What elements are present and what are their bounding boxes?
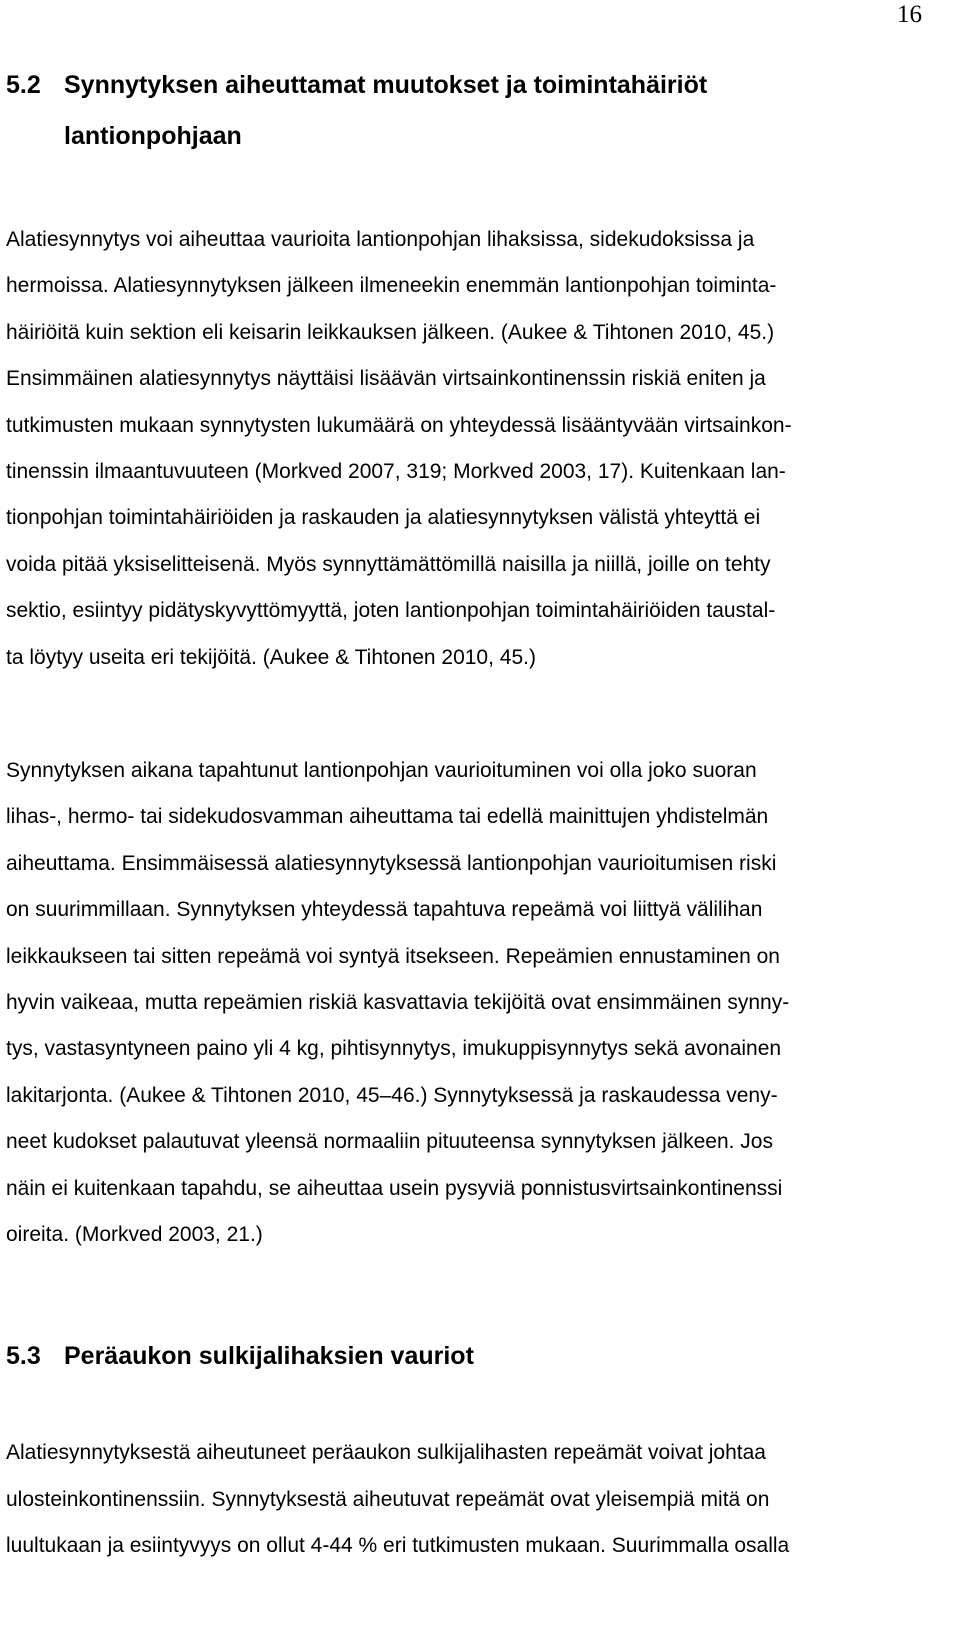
text-line: luultukaan ja esiintyvyys on ollut 4-44 % eri tutkimusten mukaan. Suurimmalla osalla	[6, 1534, 790, 1557]
text-line: voida pitää yksiselitteisenä. Myös synnyttämättömillä naisilla ja niillä, joille on tehty	[6, 553, 771, 576]
section-5-2-title-line2: lantionpohjaan	[64, 122, 242, 150]
section-5-3-title: Peräaukon sulkijalihaksien vauriot	[64, 1342, 474, 1370]
text-line: leikkaukseen tai sitten repeämä voi syntyä itsekseen. Repeämien ennustaminen on	[6, 945, 780, 968]
text-line: lakitarjonta. (Aukee & Tihtonen 2010, 45–46.) Synnytyksessä ja raskaudessa veny-	[6, 1084, 778, 1107]
page-number: 16	[897, 1, 922, 28]
text-line: ta löytyy useita eri tekijöitä. (Aukee & Tihtonen 2010, 45.)	[6, 646, 536, 669]
text-line: neet kudokset palautuvat yleensä normaaliin pituuteensa synnytyksen jälkeen. Jos	[6, 1130, 773, 1153]
text-line: hermoissa. Alatiesynnytyksen jälkeen ilmeneekin enemmän lantionpohjan toiminta-	[6, 274, 777, 297]
text-line: Alatiesynnytys voi aiheuttaa vaurioita lantionpohjan lihaksissa, sidekudoksissa ja	[6, 228, 755, 251]
text-line: lihas-, hermo- tai sidekudosvamman aiheuttama tai edellä mainittujen yhdistelmän	[6, 805, 769, 828]
section-5-2-title-line1: Synnytyksen aiheuttamat muutokset ja toimintahäiriöt	[64, 71, 708, 99]
text-line: aiheuttama. Ensimmäisessä alatiesynnytyksessä lantionpohjan vaurioitumisen riski	[6, 852, 777, 875]
text-line: tutkimusten mukaan synnytysten lukumäärä on yhteydessä lisääntyvään virtsainkon-	[6, 414, 792, 437]
text-line: ulosteinkontinenssiin. Synnytyksestä aiheutuvat repeämät ovat yleisempiä mitä on	[6, 1488, 770, 1511]
section-5-3-heading	[6, 1333, 474, 1379]
text-line: häiriöitä kuin sektion eli keisarin leikkauksen jälkeen. (Aukee & Tihtonen 2010, 45.)	[6, 321, 775, 344]
text-line: tionpohjan toimintahäiriöiden ja raskauden ja alatiesynnytyksen välistä yhteyttä ei	[6, 506, 761, 529]
text-line: sektio, esiintyy pidätyskyvyttömyyttä, joten lantionpohjan toimintahäiriöiden taustal-	[6, 599, 776, 622]
text-line: on suurimmillaan. Synnytyksen yhteydessä tapahtuva repeämä voi liittyä välilihan	[6, 898, 763, 921]
text-line: tinenssin ilmaantuvuuteen (Morkved 2007, 319; Morkved 2003, 17). Kuitenkaan lan-	[6, 460, 786, 483]
text-line: tys, vastasyntyneen paino yli 4 kg, pihtisynnytys, imukuppisynnytys sekä avonainen	[6, 1037, 782, 1060]
text-line: Synnytyksen aikana tapahtunut lantionpohjan vaurioituminen voi olla joko suoran	[6, 759, 757, 782]
text-line: näin ei kuitenkaan tapahdu, se aiheuttaa usein pysyviä ponnistusvirtsainkontinenssi	[6, 1177, 783, 1200]
section-5-2-number: 5.2	[6, 71, 41, 99]
text-line: oireita. (Morkved 2003, 21.)	[6, 1223, 263, 1246]
section-5-3-number: 5.3	[6, 1342, 41, 1370]
section-5-2-heading	[6, 62, 906, 108]
text-line: Alatiesynnytyksestä aiheutuneet peräaukon sulkijalihasten repeämät voivat johtaa	[6, 1441, 766, 1464]
text-line: Ensimmäinen alatiesynnytys näyttäisi lisäävän virtsainkontinenssin riskiä eniten ja	[6, 367, 766, 390]
text-line: hyvin vaikeaa, mutta repeämien riskiä kasvattavia tekijöitä ovat ensimmäinen synny-	[6, 991, 790, 1014]
